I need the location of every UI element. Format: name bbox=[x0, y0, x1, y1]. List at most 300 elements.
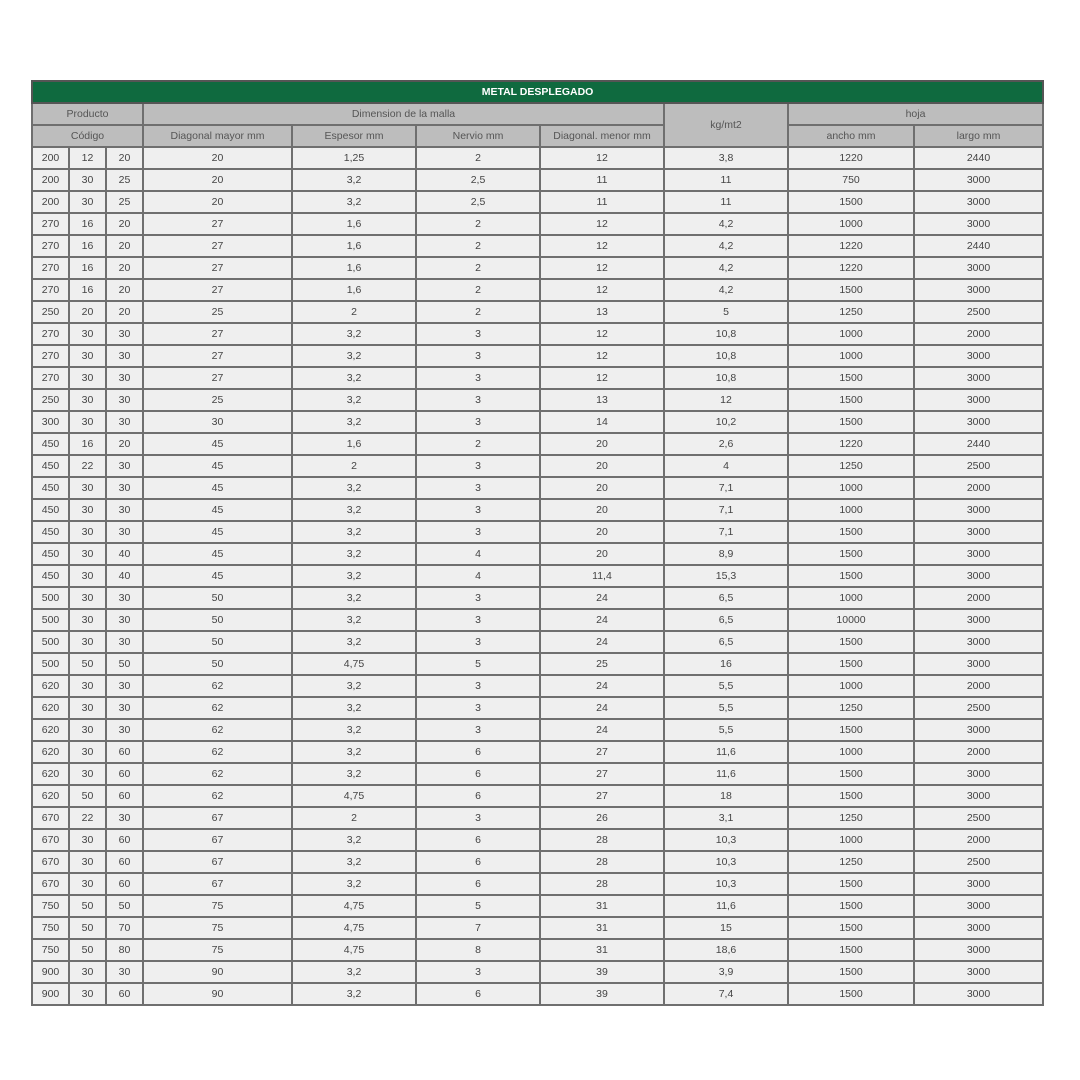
cell-nervio: 3 bbox=[416, 345, 540, 367]
cell-codigo-b: 30 bbox=[69, 763, 106, 785]
table-row bbox=[32, 675, 1043, 697]
cell-codigo-c: 25 bbox=[106, 169, 143, 191]
cell-largo: 3000 bbox=[914, 895, 1043, 917]
cell-espesor: 2 bbox=[292, 807, 416, 829]
cell-largo: 3000 bbox=[914, 939, 1043, 961]
cell-largo: 2000 bbox=[914, 477, 1043, 499]
cell-kg-mt2: 4,2 bbox=[664, 213, 788, 235]
cell-espesor: 3,2 bbox=[292, 741, 416, 763]
cell-kg-mt2: 5,5 bbox=[664, 719, 788, 741]
cell-diagonal-menor: 20 bbox=[540, 455, 664, 477]
cell-codigo-c: 40 bbox=[106, 565, 143, 587]
cell-ancho: 1220 bbox=[788, 257, 914, 279]
cell-espesor: 3,2 bbox=[292, 587, 416, 609]
cell-diagonal-mayor: 62 bbox=[143, 697, 292, 719]
cell-codigo-b: 50 bbox=[69, 785, 106, 807]
cell-diagonal-mayor: 62 bbox=[143, 741, 292, 763]
cell-codigo-a: 270 bbox=[32, 279, 69, 301]
cell-ancho: 1250 bbox=[788, 697, 914, 719]
cell-ancho: 1500 bbox=[788, 983, 914, 1005]
cell-ancho: 1500 bbox=[788, 543, 914, 565]
cell-kg-mt2: 4,2 bbox=[664, 279, 788, 301]
cell-codigo-b: 30 bbox=[69, 367, 106, 389]
cell-ancho: 1250 bbox=[788, 851, 914, 873]
cell-nervio: 6 bbox=[416, 873, 540, 895]
cell-espesor: 4,75 bbox=[292, 653, 416, 675]
cell-largo: 2440 bbox=[914, 147, 1043, 169]
cell-codigo-c: 60 bbox=[106, 851, 143, 873]
cell-ancho: 1500 bbox=[788, 367, 914, 389]
table-row bbox=[32, 345, 1043, 367]
cell-nervio: 2 bbox=[416, 147, 540, 169]
cell-codigo-c: 30 bbox=[106, 587, 143, 609]
table-row bbox=[32, 499, 1043, 521]
cell-espesor: 2 bbox=[292, 301, 416, 323]
table-row bbox=[32, 785, 1043, 807]
cell-kg-mt2: 10,8 bbox=[664, 345, 788, 367]
cell-diagonal-mayor: 67 bbox=[143, 829, 292, 851]
cell-codigo-c: 20 bbox=[106, 257, 143, 279]
header-espesor: Espesor mm bbox=[292, 125, 416, 147]
cell-espesor: 3,2 bbox=[292, 565, 416, 587]
cell-espesor: 3,2 bbox=[292, 983, 416, 1005]
cell-codigo-a: 200 bbox=[32, 169, 69, 191]
cell-nervio: 5 bbox=[416, 895, 540, 917]
cell-diagonal-mayor: 50 bbox=[143, 609, 292, 631]
cell-espesor: 4,75 bbox=[292, 785, 416, 807]
cell-codigo-b: 22 bbox=[69, 455, 106, 477]
cell-diagonal-mayor: 62 bbox=[143, 785, 292, 807]
table-row bbox=[32, 235, 1043, 257]
cell-ancho: 1500 bbox=[788, 939, 914, 961]
cell-ancho: 10000 bbox=[788, 609, 914, 631]
cell-diagonal-menor: 12 bbox=[540, 213, 664, 235]
cell-diagonal-menor: 39 bbox=[540, 961, 664, 983]
header-diagonal-menor: Diagonal. menor mm bbox=[540, 125, 664, 147]
cell-nervio: 6 bbox=[416, 983, 540, 1005]
cell-codigo-c: 50 bbox=[106, 653, 143, 675]
cell-diagonal-mayor: 20 bbox=[143, 191, 292, 213]
table-row bbox=[32, 433, 1043, 455]
cell-codigo-b: 50 bbox=[69, 895, 106, 917]
cell-diagonal-mayor: 75 bbox=[143, 917, 292, 939]
cell-kg-mt2: 18 bbox=[664, 785, 788, 807]
cell-diagonal-mayor: 50 bbox=[143, 653, 292, 675]
cell-espesor: 3,2 bbox=[292, 345, 416, 367]
cell-codigo-a: 500 bbox=[32, 587, 69, 609]
cell-diagonal-menor: 20 bbox=[540, 477, 664, 499]
metal-desplegado-table bbox=[31, 80, 1044, 1006]
cell-diagonal-mayor: 90 bbox=[143, 961, 292, 983]
cell-ancho: 1500 bbox=[788, 191, 914, 213]
table-row bbox=[32, 895, 1043, 917]
cell-nervio: 5 bbox=[416, 653, 540, 675]
cell-espesor: 4,75 bbox=[292, 917, 416, 939]
cell-codigo-b: 30 bbox=[69, 983, 106, 1005]
cell-nervio: 4 bbox=[416, 565, 540, 587]
cell-codigo-b: 16 bbox=[69, 213, 106, 235]
cell-ancho: 1500 bbox=[788, 763, 914, 785]
cell-codigo-a: 200 bbox=[32, 147, 69, 169]
cell-diagonal-menor: 24 bbox=[540, 609, 664, 631]
table-row bbox=[32, 961, 1043, 983]
cell-kg-mt2: 8,9 bbox=[664, 543, 788, 565]
cell-espesor: 3,2 bbox=[292, 609, 416, 631]
cell-ancho: 1500 bbox=[788, 785, 914, 807]
cell-nervio: 6 bbox=[416, 741, 540, 763]
cell-codigo-a: 450 bbox=[32, 433, 69, 455]
cell-codigo-c: 30 bbox=[106, 345, 143, 367]
cell-codigo-a: 270 bbox=[32, 323, 69, 345]
cell-codigo-a: 450 bbox=[32, 521, 69, 543]
cell-diagonal-mayor: 45 bbox=[143, 565, 292, 587]
cell-codigo-a: 670 bbox=[32, 851, 69, 873]
cell-diagonal-menor: 14 bbox=[540, 411, 664, 433]
cell-diagonal-mayor: 27 bbox=[143, 235, 292, 257]
cell-diagonal-menor: 11 bbox=[540, 191, 664, 213]
cell-diagonal-menor: 27 bbox=[540, 785, 664, 807]
cell-diagonal-menor: 24 bbox=[540, 631, 664, 653]
cell-espesor: 3,2 bbox=[292, 543, 416, 565]
cell-kg-mt2: 16 bbox=[664, 653, 788, 675]
cell-nervio: 3 bbox=[416, 455, 540, 477]
cell-codigo-a: 670 bbox=[32, 829, 69, 851]
cell-ancho: 1500 bbox=[788, 411, 914, 433]
cell-codigo-a: 620 bbox=[32, 785, 69, 807]
cell-codigo-a: 620 bbox=[32, 675, 69, 697]
cell-diagonal-mayor: 75 bbox=[143, 895, 292, 917]
cell-espesor: 3,2 bbox=[292, 477, 416, 499]
cell-diagonal-mayor: 45 bbox=[143, 455, 292, 477]
cell-nervio: 2,5 bbox=[416, 169, 540, 191]
cell-kg-mt2: 4,2 bbox=[664, 257, 788, 279]
cell-codigo-c: 30 bbox=[106, 499, 143, 521]
cell-diagonal-mayor: 90 bbox=[143, 983, 292, 1005]
cell-diagonal-mayor: 45 bbox=[143, 521, 292, 543]
cell-diagonal-menor: 13 bbox=[540, 301, 664, 323]
cell-espesor: 3,2 bbox=[292, 763, 416, 785]
cell-kg-mt2: 10,3 bbox=[664, 851, 788, 873]
cell-codigo-a: 450 bbox=[32, 543, 69, 565]
cell-codigo-c: 20 bbox=[106, 213, 143, 235]
cell-nervio: 3 bbox=[416, 323, 540, 345]
cell-largo: 3000 bbox=[914, 917, 1043, 939]
cell-largo: 3000 bbox=[914, 785, 1043, 807]
cell-ancho: 1000 bbox=[788, 829, 914, 851]
cell-kg-mt2: 3,8 bbox=[664, 147, 788, 169]
table-row bbox=[32, 389, 1043, 411]
cell-codigo-a: 300 bbox=[32, 411, 69, 433]
table-row bbox=[32, 983, 1043, 1005]
table-row bbox=[32, 653, 1043, 675]
cell-ancho: 1500 bbox=[788, 389, 914, 411]
cell-nervio: 3 bbox=[416, 521, 540, 543]
cell-diagonal-menor: 12 bbox=[540, 323, 664, 345]
cell-kg-mt2: 10,3 bbox=[664, 873, 788, 895]
table-row bbox=[32, 301, 1043, 323]
cell-diagonal-menor: 12 bbox=[540, 235, 664, 257]
cell-ancho: 1000 bbox=[788, 477, 914, 499]
cell-codigo-c: 60 bbox=[106, 741, 143, 763]
cell-kg-mt2: 4 bbox=[664, 455, 788, 477]
cell-nervio: 2 bbox=[416, 301, 540, 323]
cell-codigo-b: 30 bbox=[69, 873, 106, 895]
cell-codigo-c: 50 bbox=[106, 895, 143, 917]
cell-codigo-c: 25 bbox=[106, 191, 143, 213]
cell-largo: 2500 bbox=[914, 851, 1043, 873]
cell-espesor: 1,6 bbox=[292, 213, 416, 235]
cell-espesor: 3,2 bbox=[292, 323, 416, 345]
cell-codigo-a: 270 bbox=[32, 235, 69, 257]
cell-largo: 3000 bbox=[914, 389, 1043, 411]
cell-nervio: 3 bbox=[416, 675, 540, 697]
cell-diagonal-mayor: 67 bbox=[143, 873, 292, 895]
cell-ancho: 1000 bbox=[788, 499, 914, 521]
cell-codigo-c: 30 bbox=[106, 719, 143, 741]
cell-nervio: 3 bbox=[416, 389, 540, 411]
cell-diagonal-menor: 28 bbox=[540, 851, 664, 873]
cell-codigo-b: 30 bbox=[69, 521, 106, 543]
cell-espesor: 3,2 bbox=[292, 719, 416, 741]
cell-codigo-c: 30 bbox=[106, 367, 143, 389]
table-row bbox=[32, 191, 1043, 213]
cell-diagonal-menor: 13 bbox=[540, 389, 664, 411]
cell-codigo-a: 750 bbox=[32, 895, 69, 917]
cell-diagonal-mayor: 20 bbox=[143, 169, 292, 191]
cell-espesor: 3,2 bbox=[292, 697, 416, 719]
cell-nervio: 2 bbox=[416, 279, 540, 301]
cell-largo: 3000 bbox=[914, 411, 1043, 433]
table-row bbox=[32, 169, 1043, 191]
cell-kg-mt2: 7,1 bbox=[664, 499, 788, 521]
table-row bbox=[32, 587, 1043, 609]
cell-codigo-b: 50 bbox=[69, 939, 106, 961]
cell-kg-mt2: 11 bbox=[664, 169, 788, 191]
table-row bbox=[32, 411, 1043, 433]
cell-codigo-b: 16 bbox=[69, 279, 106, 301]
cell-largo: 2000 bbox=[914, 587, 1043, 609]
cell-diagonal-mayor: 30 bbox=[143, 411, 292, 433]
cell-diagonal-menor: 24 bbox=[540, 697, 664, 719]
cell-espesor: 2 bbox=[292, 455, 416, 477]
cell-codigo-c: 20 bbox=[106, 301, 143, 323]
cell-kg-mt2: 6,5 bbox=[664, 609, 788, 631]
cell-diagonal-mayor: 67 bbox=[143, 807, 292, 829]
cell-diagonal-mayor: 67 bbox=[143, 851, 292, 873]
cell-diagonal-mayor: 62 bbox=[143, 675, 292, 697]
cell-espesor: 3,2 bbox=[292, 631, 416, 653]
cell-nervio: 6 bbox=[416, 763, 540, 785]
cell-espesor: 1,6 bbox=[292, 279, 416, 301]
cell-kg-mt2: 7,4 bbox=[664, 983, 788, 1005]
cell-codigo-a: 250 bbox=[32, 389, 69, 411]
header-dimension-malla: Dimension de la malla bbox=[143, 103, 664, 125]
cell-codigo-a: 500 bbox=[32, 631, 69, 653]
cell-codigo-b: 22 bbox=[69, 807, 106, 829]
cell-espesor: 3,2 bbox=[292, 829, 416, 851]
cell-kg-mt2: 5,5 bbox=[664, 675, 788, 697]
header-largo: largo mm bbox=[914, 125, 1043, 147]
table-row bbox=[32, 741, 1043, 763]
cell-nervio: 6 bbox=[416, 829, 540, 851]
cell-kg-mt2: 3,9 bbox=[664, 961, 788, 983]
cell-ancho: 1500 bbox=[788, 719, 914, 741]
cell-diagonal-mayor: 27 bbox=[143, 279, 292, 301]
cell-nervio: 2,5 bbox=[416, 191, 540, 213]
cell-diagonal-menor: 20 bbox=[540, 521, 664, 543]
cell-largo: 2500 bbox=[914, 807, 1043, 829]
cell-codigo-b: 30 bbox=[69, 829, 106, 851]
cell-codigo-a: 620 bbox=[32, 763, 69, 785]
cell-ancho: 1500 bbox=[788, 961, 914, 983]
cell-nervio: 2 bbox=[416, 235, 540, 257]
cell-codigo-c: 60 bbox=[106, 763, 143, 785]
cell-diagonal-menor: 12 bbox=[540, 345, 664, 367]
cell-codigo-c: 30 bbox=[106, 477, 143, 499]
cell-codigo-c: 20 bbox=[106, 235, 143, 257]
cell-espesor: 1,6 bbox=[292, 257, 416, 279]
cell-codigo-c: 60 bbox=[106, 983, 143, 1005]
cell-largo: 2000 bbox=[914, 829, 1043, 851]
cell-espesor: 3,2 bbox=[292, 169, 416, 191]
cell-espesor: 3,2 bbox=[292, 521, 416, 543]
cell-ancho: 1500 bbox=[788, 917, 914, 939]
cell-largo: 3000 bbox=[914, 191, 1043, 213]
cell-codigo-c: 60 bbox=[106, 785, 143, 807]
cell-espesor: 1,6 bbox=[292, 235, 416, 257]
cell-codigo-a: 670 bbox=[32, 873, 69, 895]
header-nervio: Nervio mm bbox=[416, 125, 540, 147]
cell-codigo-a: 900 bbox=[32, 983, 69, 1005]
cell-codigo-c: 40 bbox=[106, 543, 143, 565]
cell-largo: 3000 bbox=[914, 609, 1043, 631]
cell-espesor: 3,2 bbox=[292, 411, 416, 433]
cell-ancho: 1500 bbox=[788, 565, 914, 587]
cell-largo: 3000 bbox=[914, 961, 1043, 983]
cell-diagonal-menor: 20 bbox=[540, 543, 664, 565]
cell-codigo-a: 450 bbox=[32, 499, 69, 521]
cell-codigo-a: 750 bbox=[32, 917, 69, 939]
cell-diagonal-menor: 24 bbox=[540, 719, 664, 741]
header-producto: Producto bbox=[32, 103, 143, 125]
cell-codigo-c: 20 bbox=[106, 147, 143, 169]
table-row bbox=[32, 565, 1043, 587]
table-row bbox=[32, 279, 1043, 301]
table-row bbox=[32, 455, 1043, 477]
cell-largo: 3000 bbox=[914, 499, 1043, 521]
cell-kg-mt2: 5,5 bbox=[664, 697, 788, 719]
table-row bbox=[32, 917, 1043, 939]
cell-largo: 3000 bbox=[914, 653, 1043, 675]
cell-largo: 3000 bbox=[914, 565, 1043, 587]
cell-diagonal-menor: 31 bbox=[540, 939, 664, 961]
cell-diagonal-menor: 12 bbox=[540, 147, 664, 169]
cell-nervio: 3 bbox=[416, 499, 540, 521]
header-codigo: Código bbox=[32, 125, 143, 147]
cell-codigo-a: 750 bbox=[32, 939, 69, 961]
cell-codigo-b: 16 bbox=[69, 433, 106, 455]
cell-diagonal-mayor: 62 bbox=[143, 763, 292, 785]
cell-codigo-c: 70 bbox=[106, 917, 143, 939]
cell-codigo-b: 30 bbox=[69, 191, 106, 213]
cell-nervio: 4 bbox=[416, 543, 540, 565]
cell-diagonal-menor: 26 bbox=[540, 807, 664, 829]
cell-diagonal-menor: 12 bbox=[540, 279, 664, 301]
cell-diagonal-menor: 24 bbox=[540, 587, 664, 609]
cell-codigo-b: 30 bbox=[69, 631, 106, 653]
cell-nervio: 3 bbox=[416, 719, 540, 741]
cell-diagonal-menor: 20 bbox=[540, 499, 664, 521]
cell-ancho: 1250 bbox=[788, 455, 914, 477]
cell-codigo-c: 30 bbox=[106, 455, 143, 477]
cell-kg-mt2: 15 bbox=[664, 917, 788, 939]
cell-largo: 2000 bbox=[914, 675, 1043, 697]
cell-largo: 3000 bbox=[914, 279, 1043, 301]
table-row bbox=[32, 631, 1043, 653]
cell-nervio: 3 bbox=[416, 587, 540, 609]
cell-nervio: 3 bbox=[416, 807, 540, 829]
cell-largo: 2440 bbox=[914, 235, 1043, 257]
table-row bbox=[32, 719, 1043, 741]
cell-codigo-c: 60 bbox=[106, 873, 143, 895]
table-row bbox=[32, 323, 1043, 345]
cell-nervio: 3 bbox=[416, 961, 540, 983]
cell-largo: 2500 bbox=[914, 697, 1043, 719]
cell-kg-mt2: 6,5 bbox=[664, 631, 788, 653]
cell-diagonal-mayor: 27 bbox=[143, 213, 292, 235]
cell-codigo-a: 620 bbox=[32, 697, 69, 719]
cell-diagonal-mayor: 62 bbox=[143, 719, 292, 741]
cell-ancho: 1000 bbox=[788, 323, 914, 345]
cell-diagonal-menor: 11,4 bbox=[540, 565, 664, 587]
cell-diagonal-menor: 28 bbox=[540, 829, 664, 851]
cell-diagonal-mayor: 45 bbox=[143, 433, 292, 455]
cell-diagonal-mayor: 27 bbox=[143, 345, 292, 367]
table-row bbox=[32, 697, 1043, 719]
cell-codigo-b: 30 bbox=[69, 609, 106, 631]
cell-codigo-b: 16 bbox=[69, 257, 106, 279]
cell-largo: 2440 bbox=[914, 433, 1043, 455]
header-ancho: ancho mm bbox=[788, 125, 914, 147]
cell-ancho: 1250 bbox=[788, 301, 914, 323]
cell-codigo-a: 620 bbox=[32, 719, 69, 741]
cell-codigo-a: 270 bbox=[32, 345, 69, 367]
table-row bbox=[32, 543, 1043, 565]
cell-espesor: 1,6 bbox=[292, 433, 416, 455]
table-row bbox=[32, 851, 1043, 873]
cell-largo: 3000 bbox=[914, 345, 1043, 367]
cell-codigo-c: 30 bbox=[106, 389, 143, 411]
cell-codigo-b: 30 bbox=[69, 697, 106, 719]
cell-codigo-c: 20 bbox=[106, 279, 143, 301]
cell-kg-mt2: 10,8 bbox=[664, 323, 788, 345]
cell-codigo-b: 30 bbox=[69, 587, 106, 609]
cell-codigo-b: 30 bbox=[69, 477, 106, 499]
table-row bbox=[32, 213, 1043, 235]
cell-ancho: 1220 bbox=[788, 433, 914, 455]
cell-nervio: 3 bbox=[416, 609, 540, 631]
product-table-container bbox=[31, 80, 1042, 1006]
cell-codigo-b: 30 bbox=[69, 675, 106, 697]
cell-nervio: 8 bbox=[416, 939, 540, 961]
cell-espesor: 3,2 bbox=[292, 499, 416, 521]
cell-codigo-b: 30 bbox=[69, 169, 106, 191]
cell-kg-mt2: 11 bbox=[664, 191, 788, 213]
cell-ancho: 1500 bbox=[788, 521, 914, 543]
cell-ancho: 1000 bbox=[788, 213, 914, 235]
cell-diagonal-menor: 39 bbox=[540, 983, 664, 1005]
cell-largo: 3000 bbox=[914, 873, 1043, 895]
